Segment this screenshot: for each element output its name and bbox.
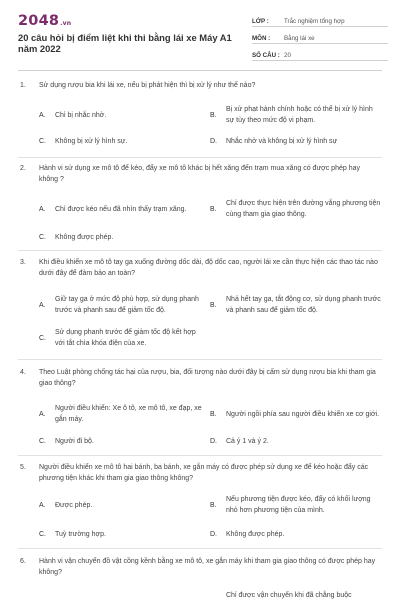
option-text: Sử dụng phanh trước để giảm tốc độ kết hợp với tắt chìa khóa điện của xe. [55, 329, 196, 347]
option-text: Giữ tay ga ở mức độ phù hợp, sử dụng phanh trước và phanh sau để giảm tốc độ. [55, 296, 199, 314]
header-divider [18, 70, 382, 71]
option-c[interactable] [39, 434, 199, 448]
question-number: 3. [20, 259, 26, 266]
option-d[interactable] [210, 527, 382, 541]
option-text: Người điều khiển: Xe ô tô, xe mô tô, xe đạp, xe gắn máy. [55, 405, 202, 423]
option-text: Người đi bộ. [55, 437, 94, 445]
option-d[interactable] [210, 134, 382, 148]
option-text: Nếu phương tiện được kéo, đẩy có khối lượng nhỏ hơn phương tiện của mình. [226, 496, 371, 514]
option-c[interactable] [39, 230, 199, 244]
page-title: 20 câu hỏi bị điểm liệt khi thi bằng lái xe Máy A1 năm 2022 [18, 32, 232, 54]
question-separator [18, 359, 382, 360]
question-number: 5. [20, 464, 26, 471]
document-header [0, 0, 400, 72]
logo-suffix: .vn [60, 20, 72, 27]
option-text: Bị xử phạt hành chính hoặc có thể bị xử lý hình sự tùy theo mức độ vi phạm. [226, 106, 373, 124]
meta-info [252, 13, 388, 64]
question-number: 2. [20, 165, 26, 172]
option-b[interactable] [210, 198, 382, 220]
option-letter: C. [39, 233, 46, 241]
option-letter: A. [39, 501, 46, 509]
question-number: 6. [20, 558, 26, 565]
question-number: 4. [20, 369, 26, 376]
question-separator [18, 157, 382, 158]
option-c[interactable] [39, 326, 207, 350]
option-letter: D. [210, 437, 217, 445]
option-text: Nhả hết tay ga, tắt động cơ, sử dụng phanh trước và phanh sau để giảm tốc độ. [226, 296, 381, 314]
option-text: Chỉ được vận chuyển khi đã chằng buộc [226, 592, 352, 599]
option-text: Tuỳ trường hợp. [55, 530, 106, 538]
meta-row-count [252, 47, 388, 61]
option-text: Không được phép. [55, 233, 114, 241]
option-b[interactable] [210, 293, 382, 317]
question-number: 1. [20, 82, 26, 89]
option-a[interactable] [39, 104, 199, 126]
option-letter: C. [39, 437, 46, 445]
option-letter: B. [210, 205, 217, 213]
option-letter: A. [39, 111, 46, 119]
option-b[interactable] [210, 590, 382, 600]
meta-row-class [252, 13, 388, 27]
option-text: Chỉ được thực hiện trên đường vắng phương tiện cùng tham gia giao thông. [226, 200, 381, 218]
logo-main: 2048 [18, 13, 60, 29]
option-letter: D. [210, 137, 217, 145]
question-separator [18, 250, 382, 251]
meta-label: MÔN : [252, 34, 271, 42]
option-letter: B. [210, 301, 217, 309]
option-c[interactable] [39, 134, 199, 148]
option-text: Người ngồi phía sau người điều khiển xe cơ giới. [226, 410, 380, 418]
question-text: Theo Luật phòng chống tác hại của rượu, bia, đối tượng nào dưới đây bị cấm sử dụng rượu bia khi tham gia giao thông? [39, 369, 376, 387]
question-text: Sử dụng rượu bia khi lái xe, nếu bị phát hiện thì bị xử lý như thế nào? [39, 82, 256, 89]
option-letter: B. [210, 111, 217, 119]
option-text: Không bị xử lý hình sự. [55, 137, 128, 145]
option-text: Cả ý 1 và ý 2. [226, 437, 269, 445]
site-logo[interactable] [18, 13, 71, 29]
option-letter: B. [210, 501, 217, 509]
question-text: Hành vi vận chuyển đồ vật cồng kềnh bằng xe mô tô, xe gắn máy khi tham gia giao thông có được phép hay không? [39, 558, 376, 576]
question-text: Người điều khiển xe mô tô hai bánh, ba bánh, xe gắn máy có được phép sử dụng xe để kéo hoặc đẩy các phương tiện khác khi tham gia giao thông không? [39, 464, 369, 482]
option-text: Chỉ bị nhắc nhở. [55, 111, 107, 119]
option-letter: A. [39, 410, 46, 418]
question-separator [18, 455, 382, 456]
option-text: Nhắc nhở và không bị xử lý hình sự [226, 137, 338, 145]
option-a[interactable] [39, 498, 199, 512]
question-text: Hành vi sử dụng xe mô tô để kéo, đẩy xe mô tô khác bị hết xăng đến trạm mua xăng có được phép hay không ? [39, 165, 360, 183]
option-text: Được phép. [55, 501, 93, 509]
option-c[interactable] [39, 527, 199, 541]
meta-value: Bằng lái xe [284, 34, 315, 42]
option-text: Không được phép. [226, 530, 285, 538]
option-b[interactable] [210, 494, 382, 516]
option-letter: A. [39, 205, 46, 213]
option-text: Chỉ được kéo nếu đã nhìn thấy trạm xăng. [55, 205, 187, 213]
question-text: Khi điều khiển xe mô tô tay ga xuống đường dốc dài, độ dốc cao, người lái xe cần thực hiện các thao tác nào dưới đây để đảm bảo an toàn? [39, 259, 378, 277]
option-letter: B. [210, 410, 217, 418]
meta-label: LỚP : [252, 17, 269, 25]
meta-value: Trắc nghiệm tổng hợp [284, 17, 345, 25]
option-letter: A. [39, 301, 46, 309]
question-separator [18, 548, 382, 549]
meta-value: 20 [284, 51, 291, 59]
option-letter: C. [39, 530, 46, 538]
option-b[interactable] [210, 402, 382, 426]
option-b[interactable] [210, 104, 382, 126]
option-letter: C. [39, 137, 46, 145]
meta-row-subject [252, 30, 388, 44]
option-a[interactable] [39, 293, 207, 317]
option-d[interactable] [210, 434, 382, 448]
option-a[interactable] [39, 402, 207, 426]
option-letter: D. [210, 530, 217, 538]
option-letter: C. [39, 334, 46, 342]
meta-label: SỐ CÂU : [252, 51, 280, 59]
option-a[interactable] [39, 198, 211, 220]
